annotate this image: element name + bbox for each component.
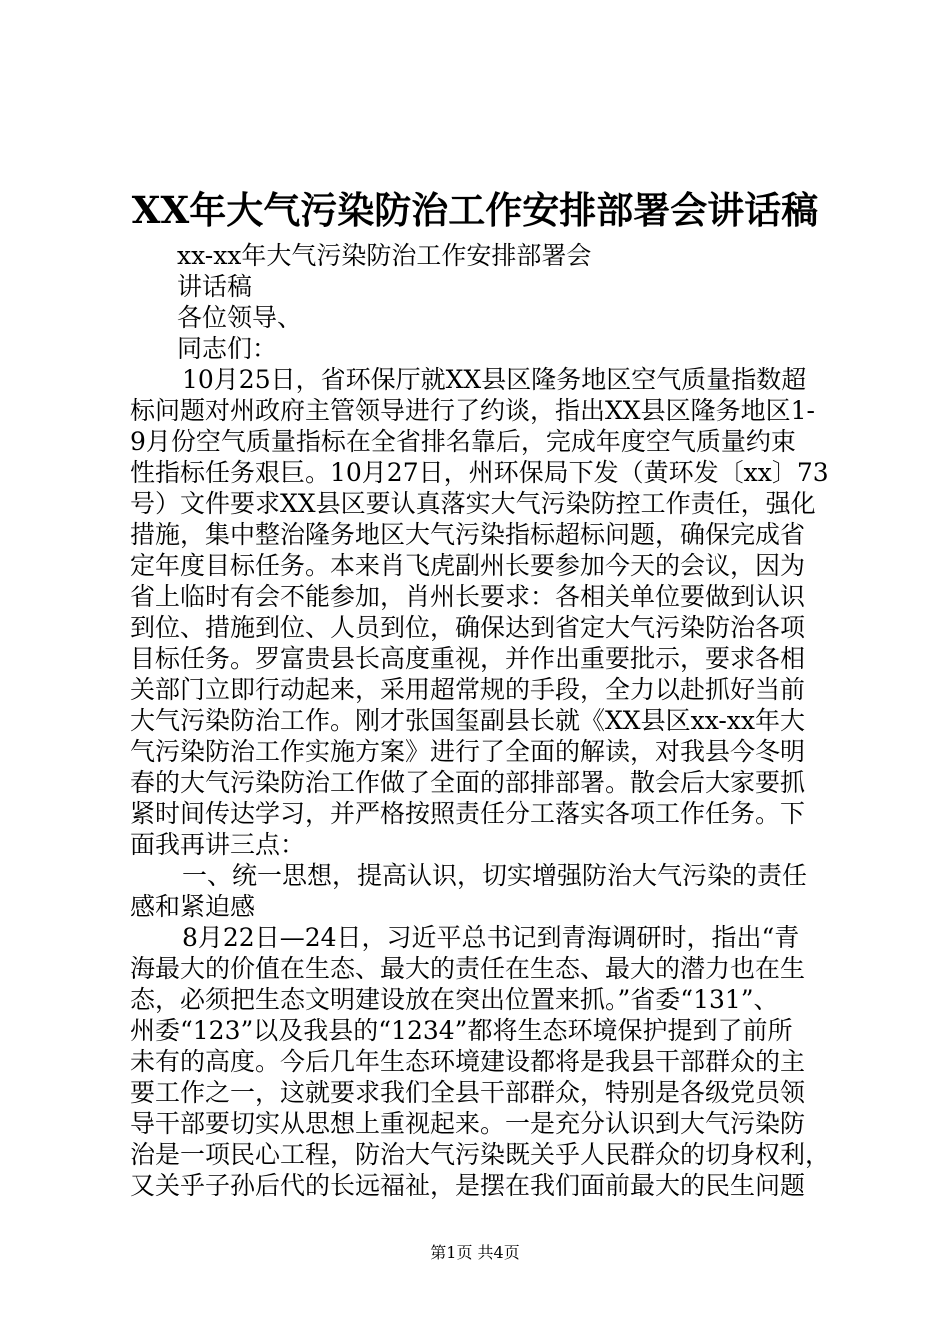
body-line: 省上临时有会不能参加，肖州长要求：各相关单位要做到认识	[130, 582, 806, 611]
body-line: 关部门立即行动起来，采用超常规的手段，全力以赴抓好当前	[130, 675, 806, 704]
body-line: 气污染防治工作实施方案》进行了全面的解读，对我县今冬明	[130, 737, 806, 766]
body-line: 态，必须把生态文明建设放在突出位置来抓。”省委“131”、	[130, 985, 779, 1014]
body-line: 性指标任务艰巨。10月27日，州环保局下发（黄环发〔xx〕73	[130, 458, 829, 487]
body-line: 标问题对州政府主管领导进行了约谈，指出XX县区隆务地区1-	[130, 396, 815, 425]
body-line: 州委“123”以及我县的“1234”都将生态环境保护提到了前所	[130, 1016, 793, 1045]
body-line: xx-xx年大气污染防治工作安排部署会	[177, 241, 592, 270]
body-line: 8月22日—24日，习近平总书记到青海调研时，指出“青	[182, 923, 800, 952]
body-line: 大气污染防治工作。刚才张国玺副县长就《XX县区xx-xx年大	[130, 706, 806, 735]
body-line: 措施，集中整治隆务地区大气污染指标超标问题，确保完成省	[130, 520, 806, 549]
body-line: 号）文件要求XX县区要认真落实大气污染防控工作责任，强化	[130, 489, 816, 518]
body-line: 未有的高度。今后几年生态环境建设都将是我县干部群众的主	[130, 1047, 806, 1076]
body-line: 目标任务。罗富贵县长高度重视，并作出重要批示，要求各相	[130, 644, 806, 673]
page-number-footer: 第1页 共4页	[430, 1243, 520, 1262]
body-line: 春的大气污染防治工作做了全面的部排部署。散会后大家要抓	[130, 768, 806, 797]
section-heading: 一、统一思想，提高认识，切实增强防治大气污染的责任	[182, 861, 808, 890]
section-heading-cont: 感和紧迫感	[130, 892, 256, 921]
body-line: 又关乎子孙后代的长远福祉，是摆在我们面前最大的民生问题	[130, 1171, 806, 1200]
document-body	[130, 240, 830, 1201]
body-line: 定年度目标任务。本来肖飞虎副州长要参加今天的会议，因为	[130, 551, 806, 580]
body-line: 导干部要切实从思想上重视起来。一是充分认识到大气污染防	[130, 1109, 806, 1138]
body-line: 9月份空气质量指标在全省排名靠后，完成年度空气质量约束	[130, 427, 796, 456]
body-line: 讲话稿	[177, 272, 253, 301]
body-line: 海最大的价值在生态、最大的责任在生态、最大的潜力也在生	[130, 954, 806, 983]
body-line: 紧时间传达学习，并严格按照责任分工落实各项工作任务。下	[130, 799, 806, 828]
body-line: 同志们：	[177, 334, 278, 363]
body-line: 治是一项民心工程，防治大气污染既关乎人民群众的切身权利，	[130, 1140, 831, 1169]
body-line: 各位领导、	[177, 303, 303, 332]
body-line: 10月25日，省环保厅就XX县区隆务地区空气质量指数超	[182, 365, 807, 394]
body-line: 要工作之一，这就要求我们全县干部群众，特别是各级党员领	[130, 1078, 806, 1107]
body-line: 面我再讲三点：	[130, 830, 306, 859]
document-title: XX年大气污染防治工作安排部署会讲话稿	[131, 188, 819, 232]
body-line: 到位、措施到位、人员到位，确保达到省定大气污染防治各项	[130, 613, 806, 642]
